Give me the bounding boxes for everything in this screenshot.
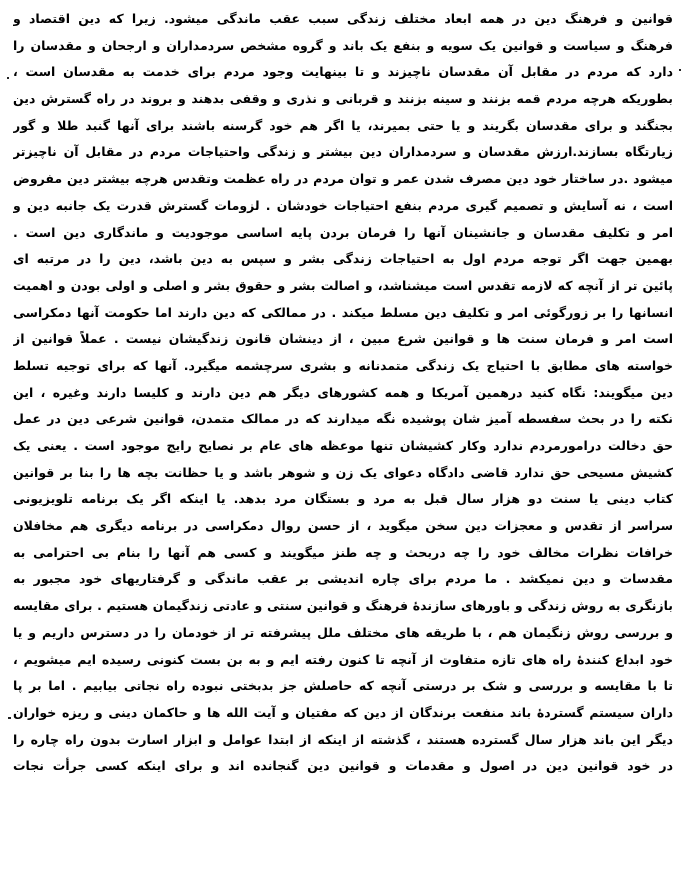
text-line: انسانها را بر زورگوئی امر و تکلیف دین مسلط میکند . در ممالکی که دین دارند اما حکومت آنها دمکراسی: [13, 304, 673, 320]
text-line: دین میگویند: نگاه کنید درهمین آمریکا و همه کشورهای دیگر هم دین دارند و کلیسا دارند وغیره ، این: [13, 384, 673, 400]
text-line: فرهنگ و سیاست و قوانین یک سویه و بنفع یک باند و گروه مشخص سردمداران و ارجحان و مقدسان را: [13, 37, 673, 53]
text-line: دیگر این باند هزار سال گسترده هستند ، گذشته از اینکه از ابتدا عوامل و ابزار اسارت بدون راه چاره را: [13, 731, 673, 747]
text-line: زیارتگاه بسازند.ارزش مقدسان و سردمداران دین بیشتر و زندگی واحتیاجات مردم در مقابل آن ناچیزتر: [13, 144, 673, 160]
text-line: قوانین و فرهنگ دین در همه ابعاد مختلف زندگی سبب عقب ماندگی میشود. زیرا که دین اقتصاد و: [13, 11, 673, 26]
text-line: بازنگری به روش زندگی و باورهای سازندهٔ فرهنگ و قوانین سنتی و عادتی زندگیمان هستیم . برای مقایسه: [13, 598, 673, 614]
text-line: دارد که مردم در مقابل آن مقدسان ناچیزند و تا بینهایت وجود مردم برای خدمت به مقدسان است ،: [13, 64, 673, 80]
text-line: سراسر از تقدس و معجزات دین سخن میگوید ، از حسن روال دمکراسی در برنامه دیگری هم مخافلان: [13, 518, 673, 534]
text-line: بطوریکه هرچه مردم قمه بزنند و سینه بزنند و قربانی و نذری و وقفی بدهند و بروند در راه گسترش دین: [13, 91, 673, 107]
scan-speck: [679, 69, 681, 71]
text-line: خواسته های مطابق با احتیاج یک زندگی متمدنانه و بشری سرچشمه میگیرد. آنها که برای توجیه تسلط: [13, 357, 673, 373]
text-line: کتاب دینی یا سنت دو هزار سال قبل به مرد و بستگان مرد بدهد. یا اینکه اگر یک برنامه تلویزیونی: [13, 491, 673, 507]
scan-speck: [7, 77, 9, 79]
text-line: کشیش مسیحی حق ندارد قاضی دادگاه دعوای یک زن و شوهر باشد و یا حظانت بچه ها را بنا بر قوانین: [13, 464, 673, 480]
text-line: میشود .در ساختار خود دین مصرف شدن عمر و توان مردم در راه عظمت وتقدس هرچه بیشتر دین مفروض: [13, 171, 673, 187]
text-line: نکته را در بحث سفسطه آمیز شان پوشیده نگه میدارند که در ممالک متمدن، قوانین شرعی دین در عمل: [13, 411, 673, 427]
document-body-text: [13, 6, 673, 780]
text-line: در خود قوانین دین در اصول و مقدمات و قوانین دین گنجانده اند و برای اینکه کسی جرأت نجات: [13, 758, 673, 774]
text-line: مقدسات و دین نمیکشد . ما مردم برای چاره اندیشی بر عقب ماندگی و گرفتاریهای خود مجبور به: [13, 571, 673, 587]
text-line: خود ابداع کنندهٔ راه های تازه متفاوت از آنچه تا کنون رفته ایم و به بن بست کنونی رسیده ایم میشویم ،: [13, 651, 673, 667]
text-line: است امر و فرمان سنت ها و قوانین شرع مبین ، از دینشان قانون زندگیشان نیست . عملاً قوانین از: [13, 331, 673, 347]
text-line: پائین تر از آنچه که لازمه تقدس است میشناشد، و اصالت بشر و حقوق بشر و اصلی و اولی بودن و اهمیت: [13, 277, 673, 293]
text-line: و بررسی روش زنگیمان هم ، با طریقه های مختلف ملل پیشرفته تر از خودمان را در دسترس داریم و یا: [13, 624, 673, 640]
text-line: تا با مقایسه و بررسی و شک بر درستی آنچه که حاصلش جز بدبختی نبوده راه نجاتی بیابیم . اما بر پا: [13, 678, 673, 694]
text-line: داران سیستم گستردهٔ باند منفعت برندگان از دین که مفتیان و آیت الله ها و حاکمان دینی و ریزه خواران: [13, 704, 673, 720]
scan-speck: [8, 717, 11, 719]
text-line: است ، نه آسایش و تصمیم گیری مردم بنفع احتیاجات خودشان . لزومات گسترش قدرت یک جانبه دین و: [13, 197, 673, 213]
text-line: بجنگند و برای مقدسان بگریند و یا حتی بمیرند، یا اگر هم خود گرسنه باشند برای آنها گنبد طلا و گور: [13, 117, 673, 133]
text-line: بهمین جهت اگر توجه مردم اول به احتیاجات زندگی بشر و سپس به دین باشد، دین را در مرتبه ای: [13, 251, 673, 267]
text-line: حق دخالت درامورمردم ندارد وکار کشیشان تنها موعظه های عام بر نصایح رایج موجود است . یعنی یک: [13, 438, 673, 453]
text-line: خرافات نظرات مخالف خود را چه دربحث و چه طنز میگویند و کسی هم آنها را بنام بی احترامی به: [13, 544, 673, 560]
text-line: امر و تکلیف مقدسان و جانشینان آنها را فرمان بردن پایه اساسی موجودیت و ماندگاری دین است .: [13, 224, 673, 240]
